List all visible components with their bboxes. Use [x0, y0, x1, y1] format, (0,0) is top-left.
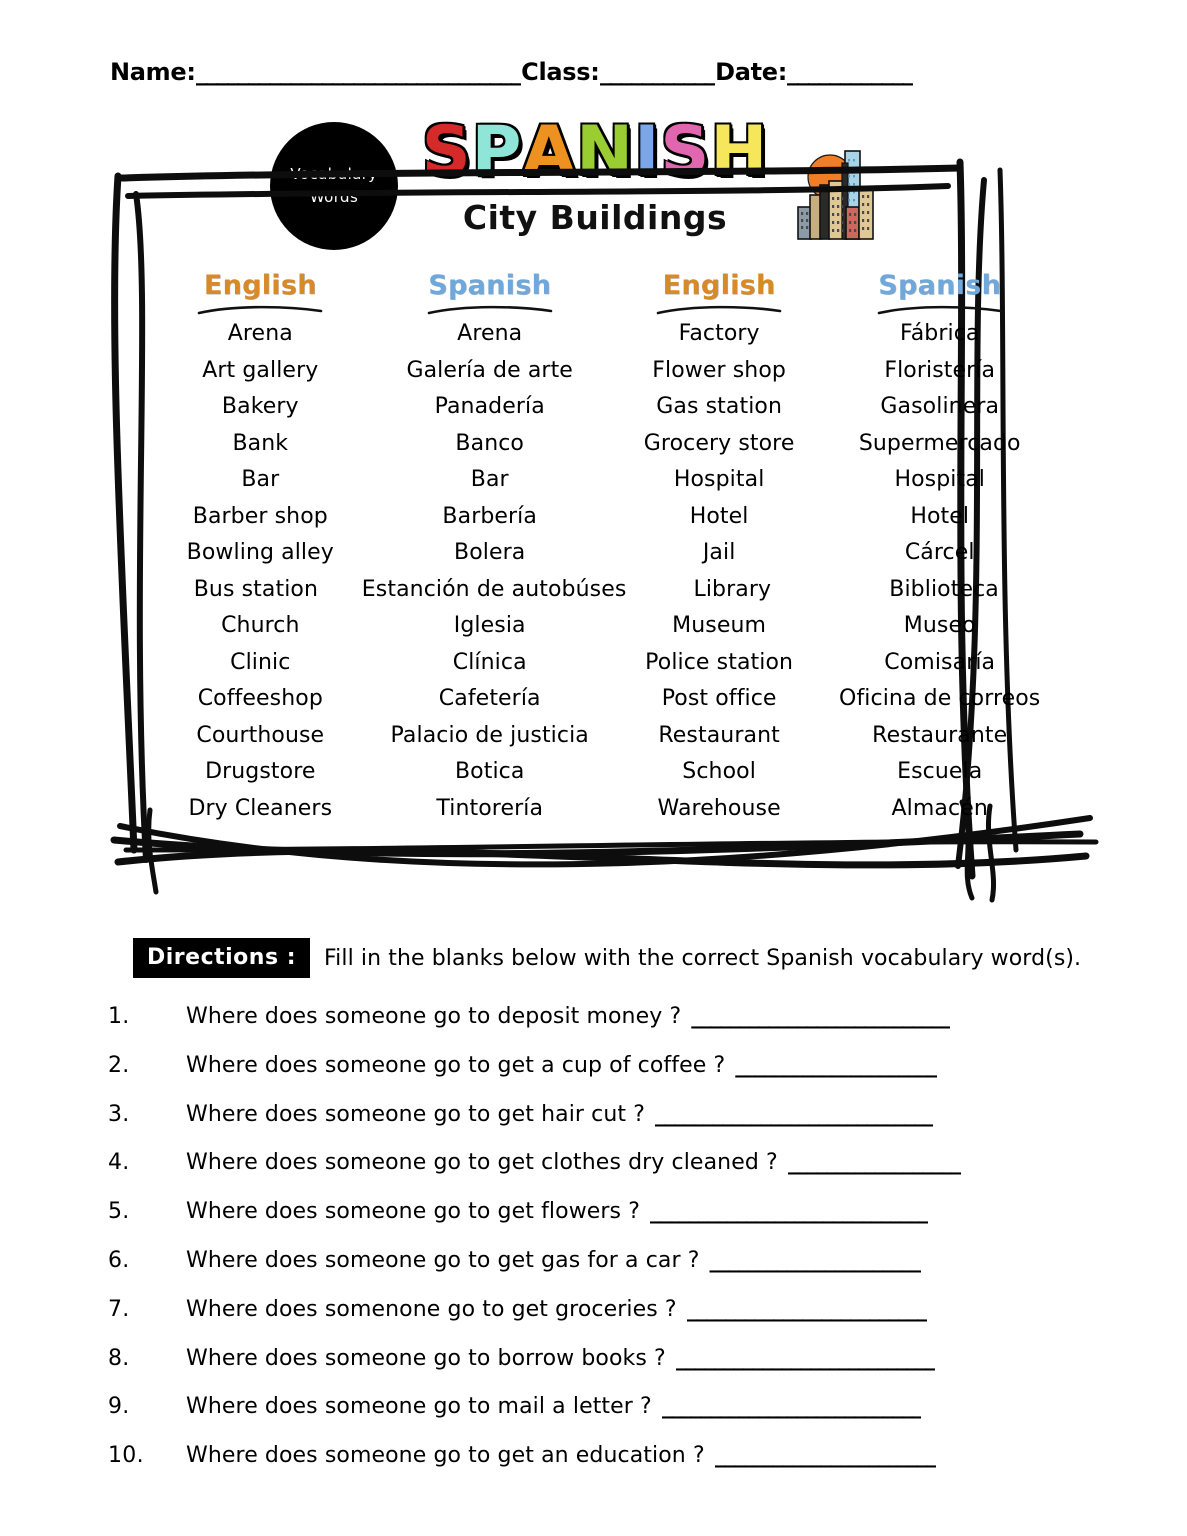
header-spanish-1: Spanish — [428, 270, 552, 301]
vocab-word: Art gallery — [202, 357, 319, 383]
question-number: 10. — [108, 1443, 144, 1469]
question-row — [108, 1346, 1083, 1395]
vocab-word: Hotel — [910, 503, 970, 529]
question-text: Where does somenone go to get groceries ? — [186, 1296, 677, 1322]
table-cell — [609, 718, 830, 755]
vocab-header-row — [150, 272, 1050, 316]
title-letter-3: N — [576, 112, 635, 191]
table-row — [150, 499, 1050, 536]
header-english-2: English — [662, 270, 776, 301]
table-cell — [150, 608, 371, 645]
answer-blank[interactable]: _____________________ — [735, 1052, 937, 1078]
table-cell — [609, 426, 830, 463]
vocab-word: Flower shop — [652, 357, 786, 383]
column-english-2 — [609, 272, 830, 316]
vocab-word: Almacén — [891, 795, 988, 821]
vocab-word: Escuela — [897, 759, 983, 784]
title-letter-6: H — [710, 112, 769, 191]
title-letter-1: P — [471, 112, 523, 191]
table-cell — [371, 426, 609, 463]
vocab-word: Gasolinera — [880, 394, 1000, 419]
table-cell — [609, 389, 830, 426]
class-blank[interactable]: ___________ — [599, 58, 716, 86]
table-row — [150, 718, 1050, 755]
vocab-word: Oficina de correos — [839, 686, 1041, 711]
table-cell — [150, 426, 371, 463]
table-cell — [371, 754, 609, 791]
question-row — [108, 1443, 1083, 1492]
table-cell — [609, 791, 830, 828]
vocab-word: Museo — [903, 613, 976, 638]
vocabulary-table — [150, 272, 1050, 827]
vocab-word: Biblioteca — [889, 576, 999, 602]
table-cell — [150, 499, 371, 536]
table-row — [150, 608, 1050, 645]
table-cell — [150, 535, 371, 572]
vocab-word: Warehouse — [657, 795, 781, 821]
question-number: 8. — [108, 1345, 130, 1371]
vocab-word: Banco — [455, 430, 524, 456]
class-label: Class: — [521, 58, 600, 86]
vocab-word: Library — [693, 576, 772, 602]
name-label: Name: — [110, 58, 196, 86]
table-cell — [829, 535, 1050, 572]
table-row — [150, 462, 1050, 499]
table-cell — [609, 754, 830, 791]
table-cell — [371, 353, 609, 390]
vocab-word: Panadería — [434, 394, 545, 419]
vocab-word: Police station — [645, 649, 794, 675]
header-underline — [875, 302, 1005, 316]
question-row — [108, 1199, 1083, 1248]
directions-text: Fill in the blanks below with the correct Spanish vocabulary word(s). — [324, 945, 1082, 971]
date-blank[interactable]: ____________ — [787, 58, 914, 86]
vocab-word: Palacio de justicia — [390, 722, 589, 748]
table-cell — [150, 681, 371, 718]
question-text: Where does someone go to get hair cut ? — [186, 1101, 645, 1127]
question-number: 2. — [108, 1052, 130, 1078]
title-letter-2: A — [522, 112, 577, 191]
vocab-word: Clínica — [452, 649, 527, 675]
date-label: Date: — [715, 58, 788, 86]
table-row — [150, 316, 1050, 353]
vocab-word: Post office — [661, 686, 777, 711]
question-text: Where does someone go to mail a letter ? — [186, 1394, 652, 1420]
vocab-word: Botica — [454, 759, 525, 784]
answer-blank[interactable]: _______________________ — [714, 1443, 936, 1469]
table-cell — [371, 645, 609, 682]
question-number: 1. — [108, 1004, 130, 1029]
table-row — [150, 645, 1050, 682]
table-cell — [829, 608, 1050, 645]
column-english-1 — [150, 272, 371, 316]
vocab-word: Courthouse — [196, 722, 325, 748]
answer-blank[interactable]: ___________________________ — [661, 1394, 922, 1420]
table-cell — [609, 499, 830, 536]
table-cell — [371, 608, 609, 645]
question-row — [108, 1150, 1083, 1199]
table-cell — [150, 462, 371, 499]
question-text: Where does someone go to get clothes dry cleaned ? — [186, 1150, 778, 1176]
vocab-word: Cárcel — [904, 540, 975, 565]
table-cell — [829, 645, 1050, 682]
table-cell — [609, 462, 830, 499]
directions-bar — [133, 938, 1081, 978]
table-cell — [150, 316, 371, 353]
table-cell — [829, 499, 1050, 536]
vocab-word: Museum — [672, 613, 767, 638]
header-underline — [654, 302, 784, 316]
vocab-word: Arena — [227, 321, 293, 346]
table-cell — [371, 389, 609, 426]
table-cell — [829, 426, 1050, 463]
table-cell — [838, 572, 1050, 609]
question-text: Where does someone go to get a cup of coffee ? — [186, 1052, 726, 1078]
question-number: 5. — [108, 1199, 130, 1225]
badge-line-2: Words — [309, 188, 359, 206]
table-cell — [371, 316, 609, 353]
question-text: Where does someone go to borrow books ? — [186, 1345, 666, 1371]
question-row — [108, 1394, 1083, 1443]
vocab-word: Bar — [241, 467, 280, 492]
vocab-word: Bar — [470, 467, 509, 492]
table-cell — [829, 316, 1050, 353]
question-row — [108, 1102, 1083, 1151]
vocab-word: Cafetería — [438, 686, 541, 711]
column-spanish-2 — [829, 272, 1050, 316]
table-cell — [150, 791, 371, 828]
table-row — [150, 754, 1050, 791]
header-underline — [195, 302, 325, 316]
table-row — [150, 353, 1050, 390]
table-cell — [609, 608, 830, 645]
table-cell — [150, 572, 362, 609]
page-subtitle: City Buildings — [462, 198, 728, 237]
vocab-word: Estanción de autobúses — [361, 576, 627, 602]
table-cell — [626, 572, 838, 609]
header-underline — [425, 302, 555, 316]
question-text: Where does someone go to get gas for a car ? — [186, 1247, 700, 1273]
table-cell — [371, 499, 609, 536]
question-number: 7. — [108, 1296, 130, 1322]
question-row — [108, 1248, 1083, 1297]
table-cell — [371, 535, 609, 572]
vocab-word: Iglesia — [453, 613, 526, 638]
vocab-word: Gas station — [656, 394, 783, 419]
table-cell — [150, 353, 371, 390]
vocab-word: Grocery store — [643, 430, 795, 456]
answer-blank[interactable]: ___________________________ — [691, 1004, 951, 1029]
vocab-word: Factory — [678, 321, 760, 346]
vocab-word: Hospital — [673, 467, 765, 492]
question-row — [108, 1053, 1083, 1102]
vocab-word: Restaurante — [872, 722, 1008, 748]
question-row — [108, 1004, 1083, 1053]
column-spanish-1 — [371, 272, 609, 316]
table-row — [150, 681, 1050, 718]
vocab-word: Coffeeshop — [197, 686, 323, 711]
question-text: Where does someone go to get flowers ? — [186, 1199, 640, 1225]
vocab-word: Bolera — [454, 540, 526, 565]
table-cell — [371, 681, 609, 718]
table-row — [150, 426, 1050, 463]
table-cell — [609, 681, 830, 718]
vocab-word: Church — [221, 613, 300, 638]
vocab-word: Hospital — [894, 467, 985, 492]
question-text: Where does someone go to get an education ? — [186, 1443, 705, 1469]
title-block — [415, 112, 775, 237]
vocab-word: Clinic — [230, 649, 291, 675]
header-english-1: English — [203, 270, 317, 301]
answer-blank[interactable]: __________________ — [787, 1150, 961, 1176]
table-row — [150, 791, 1050, 828]
page-title — [415, 112, 775, 191]
table-cell — [829, 389, 1050, 426]
vocabulary-rows — [150, 316, 1050, 827]
answer-blank[interactable]: ______________________ — [709, 1247, 921, 1273]
table-cell — [150, 754, 371, 791]
answer-blank[interactable]: _____________________________ — [650, 1199, 929, 1225]
student-info-line — [110, 58, 1080, 86]
vocab-word: Comisaría — [884, 649, 996, 675]
question-number: 6. — [108, 1247, 130, 1273]
vocab-word: Bakery — [221, 394, 299, 419]
name-blank[interactable]: _______________________________ — [195, 58, 522, 86]
table-cell — [609, 645, 830, 682]
table-cell — [609, 535, 830, 572]
vocab-word: School — [682, 759, 756, 784]
table-cell — [150, 389, 371, 426]
vocab-word: Bus station — [193, 576, 319, 602]
header-spanish-2: Spanish — [878, 270, 1002, 301]
answer-blank[interactable]: _____________________________ — [654, 1101, 934, 1127]
table-cell — [609, 316, 830, 353]
table-cell — [371, 462, 609, 499]
question-number: 9. — [108, 1394, 130, 1420]
table-cell — [829, 791, 1050, 828]
table-cell — [371, 718, 609, 755]
table-cell — [371, 791, 609, 828]
answer-blank[interactable]: _________________________ — [686, 1296, 927, 1322]
table-row — [150, 389, 1050, 426]
vocab-word: Barber shop — [192, 503, 328, 529]
title-letter-5: S — [660, 112, 711, 191]
vocab-word: Bank — [232, 430, 289, 456]
vocab-word: Hotel — [689, 503, 749, 529]
table-cell — [362, 572, 627, 609]
vocab-word: Jail — [702, 540, 736, 565]
table-cell — [829, 353, 1050, 390]
vocabulary-words-badge — [270, 122, 398, 250]
question-row — [108, 1297, 1083, 1346]
vocab-word: Tintorería — [436, 795, 544, 821]
question-number: 3. — [108, 1101, 130, 1127]
city-buildings-icon — [790, 145, 882, 243]
table-row — [150, 572, 1050, 609]
vocab-word: Galería de arte — [406, 357, 573, 383]
directions-label: Directions : — [133, 938, 310, 978]
vocab-word: Dry Cleaners — [188, 795, 333, 821]
table-row — [150, 535, 1050, 572]
table-cell — [150, 718, 371, 755]
title-letter-4: I — [634, 112, 661, 191]
table-cell — [150, 645, 371, 682]
vocab-word: Arena — [457, 321, 523, 346]
table-cell — [829, 681, 1050, 718]
table-cell — [829, 754, 1050, 791]
table-cell — [829, 462, 1050, 499]
vocab-word: Restaurant — [658, 722, 780, 748]
badge-line-1: Vocabulary — [290, 164, 378, 183]
question-number: 4. — [108, 1150, 130, 1176]
question-text: Where does someone go to deposit money ? — [186, 1004, 682, 1029]
vocab-word: Supermercado — [858, 430, 1021, 456]
table-cell — [829, 718, 1050, 755]
table-cell — [609, 353, 830, 390]
answer-blank[interactable]: ___________________________ — [675, 1345, 936, 1371]
vocab-word: Floristería — [884, 357, 996, 383]
vocab-word: Fábrica — [899, 321, 980, 346]
vocab-word: Bowling alley — [186, 540, 334, 565]
vocab-word: Barbería — [442, 503, 537, 529]
vocab-word: Drugstore — [205, 759, 316, 784]
questions-list — [108, 1004, 1083, 1492]
title-letter-0: S — [421, 112, 472, 191]
